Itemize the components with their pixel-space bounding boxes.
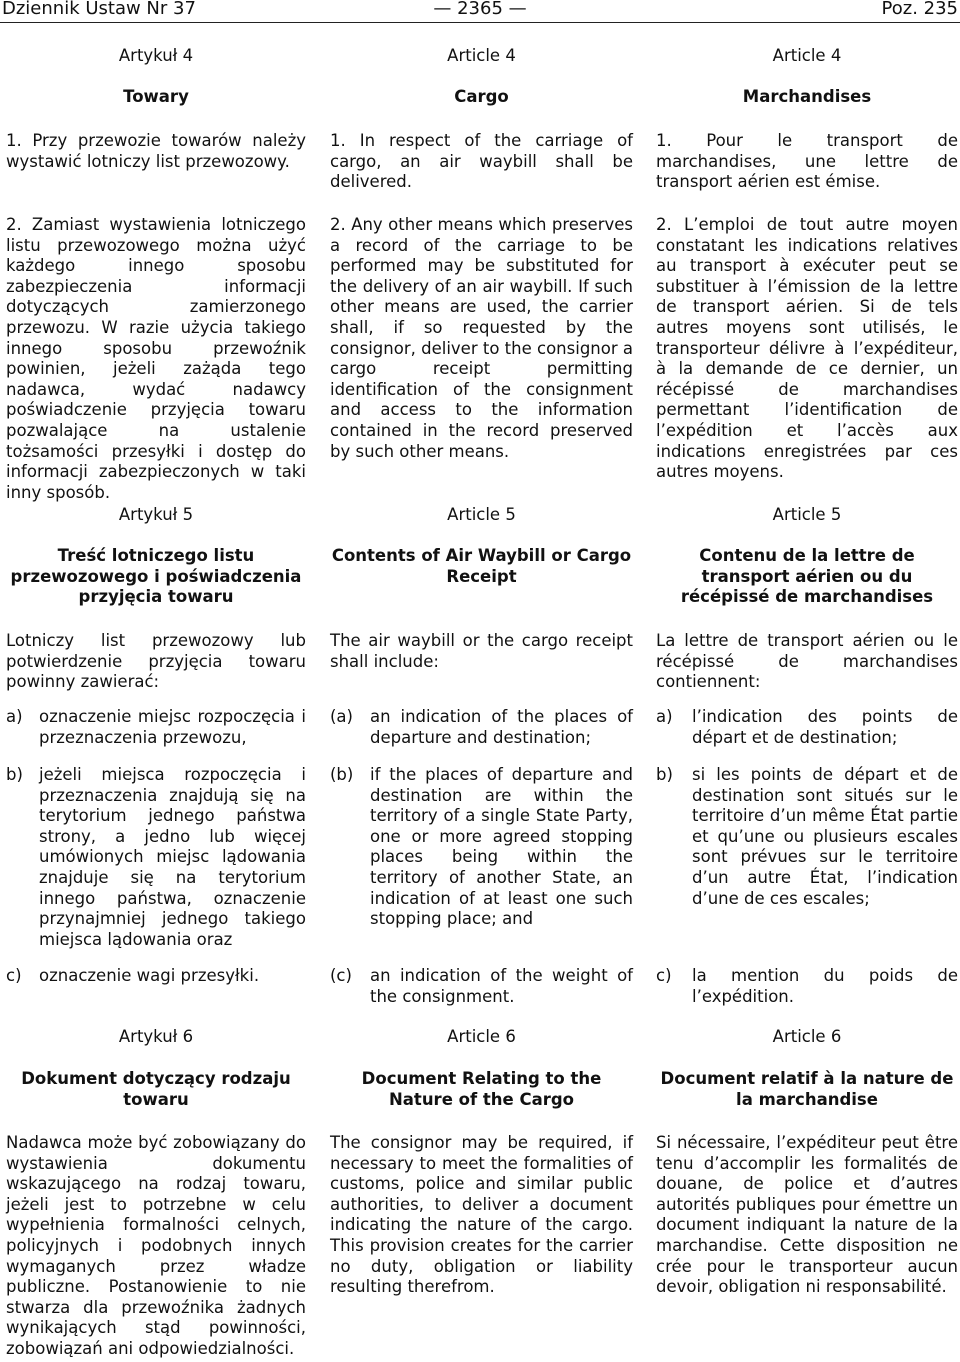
article-6-title: Document Relating to the Nature of the Cargo xyxy=(361,1069,602,1109)
list-label: a) xyxy=(6,707,23,726)
list-text: if the places of departure and destination are within the territory of a single State Party, one or more agreed stopping places being within the territory of another State, an indication of at least one such stopping place; and xyxy=(370,765,633,929)
list-item-c xyxy=(656,966,958,1007)
article-4-paragraph-2: 2. Zamiast wystawienia lotniczego listu przewozowego można użyć każdego innego sposobu zabezpieczenia informacji dotyczących zamierzonego przewozu. W razie użycia takiego innego sposobu przewoźnik powinien, jeżeli zażąda tego nadawca, wydać nadawcy poświadczenie przyjęcia towaru pozwalające na ustalenie tożsamości przesyłki i dostęp do informacji zabezpieczonych w taki inny sposób. xyxy=(6,215,306,502)
article-5-intro: Lotniczy list przewozowy lub potwierdzenie przyjęcia towaru powinny zawierać: xyxy=(6,631,306,692)
article-6-paragraph: The consignor may be required, if necessary to meet the formalities of customs, police and similar public authorities, to deliver a document indicating the nature of the cargo. This provision creates for the carrier no duty, obligation or liability resulting therefrom. xyxy=(330,1133,633,1297)
list-label: (a) xyxy=(330,707,353,726)
list-item-a xyxy=(656,707,958,748)
article-4-paragraph-1: 1. In respect of the carriage of cargo, an air waybill shall be delivered. xyxy=(330,131,633,192)
article-4-paragraph-2: 2. Any other means which preserves a record of the carriage to be performed may be substituted for the delivery of an air waybill. If such other means are used, the carrier shall, if so requested by the consignor, deliver to the consignor a cargo receipt permitting identification of the consignment and access to the information contained in the record preserved by such other means. xyxy=(330,215,633,461)
article-4-heading: Article 4 xyxy=(447,46,516,65)
article-5-title: Contenu de la lettre de transport aérien ou du récépissé de marchandises xyxy=(680,546,934,607)
article-6-title: Dokument dotyczący rodzaju towaru xyxy=(21,1069,291,1109)
article-4-title: Marchandises xyxy=(742,87,872,106)
position-number: Poz. 235 xyxy=(881,0,958,19)
list-label: b) xyxy=(6,765,23,784)
list-label: (c) xyxy=(330,966,352,985)
journal-title: Dziennik Ustaw Nr 37 xyxy=(2,0,196,19)
list-item-a xyxy=(6,707,306,748)
list-text: l’indication des points de départ et de destination; xyxy=(692,707,958,747)
list-text: oznaczenie miejsc rozpoczęcia i przeznaczenia przewozu, xyxy=(39,707,306,747)
article-5-heading: Artykuł 5 xyxy=(118,505,194,524)
article-4-paragraph-2: 2. L’emploi de tout autre moyen constatant les indications relatives au transport à exécuter peut se substituer à l’émission de la lettre de transport aérien. Si de tels autres moyens sont utilisés, le transporteur délivre à l’expéditeur, à la demande de ce dernier, un récépissé de marchandises permettant l’identification de l’expédition et l’accès aux indications enregistrées par ces autres moyens. xyxy=(656,215,958,482)
list-text: la mention du poids de l’expédition. xyxy=(692,966,958,1006)
article-6-title: Document relatif à la nature de la marchandise xyxy=(660,1069,954,1109)
article-6-heading: Article 6 xyxy=(447,1027,516,1046)
list-item-b xyxy=(6,765,306,950)
list-label: (b) xyxy=(330,765,354,784)
article-4-title: Towary xyxy=(123,87,189,106)
article-5-intro: The air waybill or the cargo receipt shall include: xyxy=(330,631,633,671)
page-number: — 2365 — xyxy=(433,0,527,19)
article-6-heading: Article 6 xyxy=(772,1027,842,1046)
list-label: c) xyxy=(656,966,672,985)
list-label: c) xyxy=(6,966,22,985)
article-6-paragraph: Nadawca może być zobowiązany do wystawienia dokumentu wskazującego na rodzaj towaru, jeżeli jest to potrzebne w celu wypełnienia formalności celnych, policyjnych i podobnych innych wymaganych przez władze publiczne. Postanowienie to nie stwarza dla przewoźnika żadnych wynikających stąd powinności, zobowiązań ani odpowiedzialności. xyxy=(6,1133,306,1358)
article-5-title: Contents of Air Waybill or Cargo Receipt xyxy=(331,546,632,586)
article-4-heading: Article 4 xyxy=(772,46,842,65)
list-text: an indication of the places of departure and destination; xyxy=(370,707,633,747)
article-5-heading: Article 5 xyxy=(772,505,842,524)
list-label: b) xyxy=(656,765,673,784)
article-6-heading: Artykuł 6 xyxy=(118,1027,194,1046)
article-6-paragraph: Si nécessaire, l’expéditeur peut être tenu d’accomplir les formalités de douane, de police et d’autres autorités publiques pour émettre un document indiquant la nature de la marchandise. Cette disposition ne crée pour le transporteur aucun devoir, obligation ni responsabilité. xyxy=(656,1133,958,1297)
list-text: oznaczenie wagi przesyłki. xyxy=(39,966,260,985)
list-item-b xyxy=(656,765,958,909)
article-5-heading: Article 5 xyxy=(447,505,516,524)
list-item-b xyxy=(330,765,633,930)
article-5-intro: La lettre de transport aérien ou le récépissé de marchandises contiennent: xyxy=(656,631,958,692)
article-4-title: Cargo xyxy=(454,87,509,106)
article-4-paragraph-1: 1. Przy przewozie towarów należy wystawić lotniczy list przewozowy. xyxy=(6,131,306,171)
list-item-c xyxy=(6,966,306,987)
list-text: si les points de départ et de destination sont situés sur le territoire d’un même État partie et qu’une ou plusieurs escales sont prévues sur le territoire d’un autre État, l’indication d’une de ces escales; xyxy=(692,765,958,908)
article-4-heading: Artykuł 4 xyxy=(118,46,194,65)
list-item-c xyxy=(330,966,633,1007)
article-5-title: Treść lotniczego listu przewozowego i poświadczenia przyjęcia towaru xyxy=(10,546,302,607)
page-header xyxy=(0,0,960,23)
list-text: jeżeli miejsca rozpoczęcia i przeznaczenia znajdują się na terytorium jednego państwa strony, a jedno lub więcej umówionych miejsc lądowania znajduje się na terytorium innego państwa, oznaczenie przynajmniej jednego takiego miejsca lądowania oraz xyxy=(39,765,306,949)
list-text: an indication of the weight of the consignment. xyxy=(370,966,633,1006)
article-4-paragraph-1: 1. Pour le transport de marchandises, une lettre de transport aérien est émise. xyxy=(656,131,958,192)
list-label: a) xyxy=(656,707,673,726)
list-item-a xyxy=(330,707,633,748)
